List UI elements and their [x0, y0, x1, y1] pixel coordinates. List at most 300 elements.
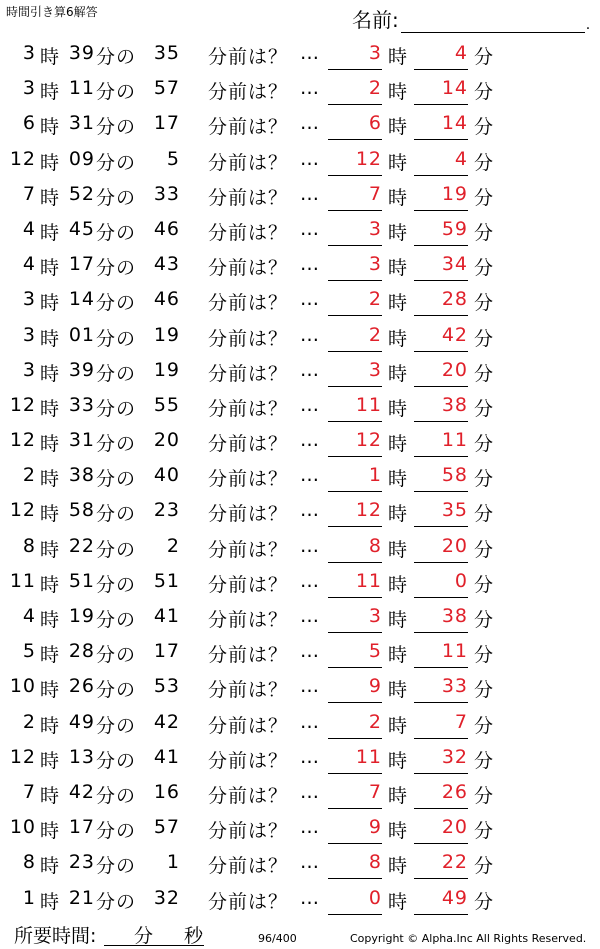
ellipsis: … [300, 605, 320, 627]
answer-hour-unit: 時 [388, 679, 409, 702]
answer-hour: 2 [368, 710, 382, 733]
answer-minute-unit: 分 [474, 749, 495, 772]
answer-hour-unit: 時 [388, 186, 409, 209]
problem-row [0, 494, 600, 529]
answer-hour-blank[interactable] [328, 773, 382, 774]
ellipsis: … [300, 217, 320, 240]
hour-unit: 時 [40, 609, 61, 631]
ellipsis: … [300, 147, 320, 170]
answer-hour-unit: 時 [388, 116, 409, 139]
answer-minute-unit: 分 [474, 221, 495, 244]
problem-row [0, 706, 600, 741]
ellipsis: … [300, 393, 320, 416]
answer-minute-unit: 分 [474, 186, 495, 209]
answer-minute-blank[interactable] [414, 386, 468, 387]
name-blank-line[interactable] [401, 12, 585, 33]
minutes-before-question: 分前は？ [208, 573, 289, 596]
answer-minute: 38 [441, 393, 468, 416]
ellipsis: … [300, 534, 320, 557]
minutes-before-question: 分前は？ [208, 186, 289, 209]
answer-minute-blank[interactable] [414, 843, 468, 844]
answer-hour-blank[interactable] [328, 456, 382, 457]
start-hour: 2 [22, 464, 36, 487]
answer-hour-blank[interactable] [328, 526, 382, 527]
problem-row [0, 635, 600, 670]
worksheet-title: 時間引き算6解答 [6, 5, 98, 19]
minutes-before: 46 [153, 288, 180, 311]
answer-hour-unit: 時 [388, 784, 409, 807]
minutes-before: 19 [153, 323, 180, 346]
start-hour: 11 [9, 569, 36, 592]
answer-hour-blank[interactable] [328, 139, 382, 140]
answer-hour: 2 [368, 77, 382, 100]
answer-hour-unit: 時 [388, 890, 409, 913]
answer-minute-blank[interactable] [414, 175, 468, 176]
minute-of-label: 分の [96, 468, 137, 491]
answer-minute-unit: 分 [474, 644, 495, 667]
answer-hour-unit: 時 [388, 609, 409, 631]
minutes-before: 41 [153, 605, 180, 627]
page-number: 96/400 [258, 932, 297, 945]
answer-minute-unit: 分 [474, 257, 495, 280]
start-hour: 7 [22, 182, 36, 205]
minutes-before-question: 分前は？ [208, 116, 289, 139]
answer-minute-unit: 分 [474, 573, 495, 596]
answer-minute-blank[interactable] [414, 878, 468, 879]
answer-minute: 28 [441, 288, 468, 311]
answer-minute: 32 [441, 745, 468, 768]
ellipsis: … [300, 42, 320, 64]
minutes-before: 17 [153, 640, 180, 663]
minutes-before: 32 [153, 886, 180, 909]
start-minute: 38 [68, 464, 95, 487]
answer-minute-blank[interactable] [414, 702, 468, 703]
problem-row [0, 424, 600, 459]
ellipsis: … [300, 816, 320, 839]
time-taken-field[interactable] [104, 921, 204, 946]
answer-hour-unit: 時 [388, 855, 409, 878]
answer-minute: 20 [441, 534, 468, 557]
minutes-before: 33 [153, 182, 180, 205]
start-hour: 10 [9, 816, 36, 839]
answer-hour-blank[interactable] [328, 245, 382, 246]
problem-row [0, 600, 600, 635]
answer-minute: 33 [441, 675, 468, 698]
minutes-before-question: 分前は？ [208, 292, 289, 315]
minutes-before-question: 分前は？ [208, 820, 289, 843]
ellipsis: … [300, 112, 320, 135]
start-minute: 19 [68, 605, 95, 627]
start-hour: 8 [22, 534, 36, 557]
minute-of-label: 分の [96, 784, 137, 807]
answer-minute: 11 [441, 640, 468, 663]
answer-hour-blank[interactable] [328, 702, 382, 703]
minute-of-label: 分の [96, 820, 137, 843]
minutes-before: 35 [153, 42, 180, 64]
ellipsis: … [300, 464, 320, 487]
minutes-before-question: 分前は？ [208, 433, 289, 456]
answer-minute-unit: 分 [474, 538, 495, 561]
start-minute: 23 [68, 851, 95, 874]
start-minute: 52 [68, 182, 95, 205]
start-hour: 6 [22, 112, 36, 135]
answer-minute-blank[interactable] [414, 632, 468, 633]
minute-of-label: 分の [96, 609, 137, 631]
minute-of-label: 分の [96, 538, 137, 561]
answer-hour: 7 [368, 780, 382, 803]
start-minute: 21 [68, 886, 95, 909]
hour-unit: 時 [40, 644, 61, 667]
problem-list [0, 37, 600, 917]
minute-of-label: 分の [96, 890, 137, 913]
minutes-before: 46 [153, 217, 180, 240]
answer-minute-unit: 分 [474, 468, 495, 491]
answer-minute-blank[interactable] [414, 562, 468, 563]
ellipsis: … [300, 640, 320, 663]
minute-of-label: 分の [96, 749, 137, 772]
ellipsis: … [300, 569, 320, 592]
minute-of-label: 分の [96, 855, 137, 878]
problem-row [0, 283, 600, 318]
answer-minute-unit: 分 [474, 890, 495, 913]
start-hour: 8 [22, 851, 36, 874]
problem-row [0, 319, 600, 354]
answer-minute-blank[interactable] [414, 773, 468, 774]
answer-minute: 4 [454, 147, 468, 170]
ellipsis: … [300, 323, 320, 346]
minutes-before-question: 分前は？ [208, 81, 289, 104]
minutes-before: 20 [153, 429, 180, 452]
answer-hour: 5 [368, 640, 382, 663]
answer-hour-blank[interactable] [328, 315, 382, 316]
minutes-before: 57 [153, 816, 180, 839]
answer-hour: 12 [355, 499, 382, 522]
problem-row [0, 107, 600, 142]
start-hour: 4 [22, 217, 36, 240]
problem-row [0, 741, 600, 776]
answer-minute-blank[interactable] [414, 315, 468, 316]
answer-hour-blank[interactable] [328, 280, 382, 281]
answer-hour-blank[interactable] [328, 562, 382, 563]
hour-unit: 時 [40, 327, 61, 350]
answer-minute: 26 [441, 780, 468, 803]
start-minute: 45 [68, 217, 95, 240]
answer-minute: 14 [441, 112, 468, 135]
minutes-before: 17 [153, 112, 180, 135]
start-hour: 12 [9, 499, 36, 522]
minute-of-label: 分の [96, 81, 137, 104]
minute-of-label: 分の [96, 397, 137, 420]
answer-hour-blank[interactable] [328, 351, 382, 352]
answer-hour: 2 [368, 323, 382, 346]
minutes-before: 53 [153, 675, 180, 698]
answer-minute-blank[interactable] [414, 914, 468, 915]
answer-hour: 3 [368, 358, 382, 381]
answer-minute-blank[interactable] [414, 280, 468, 281]
problem-row [0, 72, 600, 107]
minute-of-label: 分の [96, 186, 137, 209]
problem-row [0, 882, 600, 917]
start-minute: 13 [68, 745, 95, 768]
answer-hour-blank[interactable] [328, 386, 382, 387]
start-minute: 42 [68, 780, 95, 803]
minutes-before: 57 [153, 77, 180, 100]
answer-hour: 3 [368, 217, 382, 240]
answer-minute-blank[interactable] [414, 808, 468, 809]
minutes-before: 51 [153, 569, 180, 592]
answer-hour: 12 [355, 147, 382, 170]
ellipsis: … [300, 77, 320, 100]
name-field [352, 4, 590, 33]
answer-hour: 6 [368, 112, 382, 135]
answer-hour-blank[interactable] [328, 632, 382, 633]
minutes-before: 5 [166, 147, 180, 170]
answer-minute-blank[interactable] [414, 245, 468, 246]
problem-row [0, 776, 600, 811]
minute-of-label: 分の [96, 433, 137, 456]
answer-minute: 7 [454, 710, 468, 733]
minutes-before-question: 分前は？ [208, 46, 289, 68]
answer-hour-unit: 時 [388, 433, 409, 456]
copyright-notice: Copyright © Alpha.Inc All Rights Reserved. [350, 932, 587, 945]
problem-row [0, 565, 600, 600]
start-minute: 31 [68, 112, 95, 135]
minutes-before-question: 分前は？ [208, 257, 289, 280]
answer-hour: 7 [368, 182, 382, 205]
answer-minute-unit: 分 [474, 714, 495, 737]
answer-minute-blank[interactable] [414, 139, 468, 140]
answer-minute-unit: 分 [474, 116, 495, 139]
answer-minute: 20 [441, 358, 468, 381]
hour-unit: 時 [40, 186, 61, 209]
start-minute: 39 [68, 42, 95, 64]
ellipsis: … [300, 288, 320, 311]
answer-minute-blank[interactable] [414, 738, 468, 739]
answer-minute-unit: 分 [474, 820, 495, 843]
minutes-before-question: 分前は？ [208, 890, 289, 913]
minutes-before: 19 [153, 358, 180, 381]
time-minutes-unit: 分 [134, 925, 154, 947]
start-hour: 10 [9, 675, 36, 698]
answer-hour-blank[interactable] [328, 667, 382, 668]
hour-unit: 時 [40, 46, 61, 68]
minute-of-label: 分の [96, 573, 137, 596]
answer-minute-unit: 分 [474, 433, 495, 456]
answer-hour: 3 [368, 253, 382, 276]
answer-minute-unit: 分 [474, 609, 495, 631]
answer-hour-unit: 時 [388, 644, 409, 667]
answer-hour-unit: 時 [388, 257, 409, 280]
minutes-before-question: 分前は？ [208, 714, 289, 737]
answer-minute-blank[interactable] [414, 491, 468, 492]
ellipsis: … [300, 499, 320, 522]
answer-hour: 3 [368, 605, 382, 627]
answer-minute: 58 [441, 464, 468, 487]
minute-of-label: 分の [96, 151, 137, 174]
answer-minute: 42 [441, 323, 468, 346]
answer-hour: 8 [368, 534, 382, 557]
hour-unit: 時 [40, 679, 61, 702]
answer-hour-blank[interactable] [328, 878, 382, 879]
minutes-before: 41 [153, 745, 180, 768]
answer-minute-blank[interactable] [414, 526, 468, 527]
minutes-before-question: 分前は？ [208, 503, 289, 526]
answer-minute-unit: 分 [474, 151, 495, 174]
minute-of-label: 分の [96, 116, 137, 139]
problem-row [0, 248, 600, 283]
hour-unit: 時 [40, 151, 61, 174]
hour-unit: 時 [40, 433, 61, 456]
minutes-before-question: 分前は？ [208, 327, 289, 350]
minutes-before-question: 分前は？ [208, 855, 289, 878]
answer-minute-unit: 分 [474, 855, 495, 878]
start-minute: 17 [68, 816, 95, 839]
time-taken-label: 所要時間: [14, 925, 97, 947]
answer-hour-blank[interactable] [328, 175, 382, 176]
hour-unit: 時 [40, 714, 61, 737]
start-hour: 1 [22, 886, 36, 909]
start-minute: 51 [68, 569, 95, 592]
answer-hour-blank[interactable] [328, 210, 382, 211]
answer-hour-unit: 時 [388, 538, 409, 561]
start-minute: 39 [68, 358, 95, 381]
minutes-before-question: 分前は？ [208, 468, 289, 491]
name-label: 名前: [352, 8, 399, 32]
answer-minute-blank[interactable] [414, 69, 468, 70]
answer-minute: 4 [454, 42, 468, 64]
hour-unit: 時 [40, 362, 61, 385]
start-minute: 17 [68, 253, 95, 276]
minute-of-label: 分の [96, 46, 137, 68]
ellipsis: … [300, 253, 320, 276]
problem-row [0, 670, 600, 705]
ellipsis: … [300, 851, 320, 874]
minutes-before: 1 [166, 851, 180, 874]
minutes-before: 40 [153, 464, 180, 487]
minutes-before: 42 [153, 710, 180, 733]
minutes-before-question: 分前は？ [208, 221, 289, 244]
answer-hour: 2 [368, 288, 382, 311]
hour-unit: 時 [40, 784, 61, 807]
answer-minute-unit: 分 [474, 397, 495, 420]
answer-hour: 8 [368, 851, 382, 874]
answer-minute-blank[interactable] [414, 456, 468, 457]
answer-hour-blank[interactable] [328, 914, 382, 915]
answer-minute: 34 [441, 253, 468, 276]
minute-of-label: 分の [96, 644, 137, 667]
answer-hour-unit: 時 [388, 714, 409, 737]
answer-hour: 12 [355, 429, 382, 452]
answer-minute-blank[interactable] [414, 421, 468, 422]
answer-hour: 0 [368, 886, 382, 909]
minutes-before-question: 分前は？ [208, 362, 289, 385]
minutes-before-question: 分前は？ [208, 749, 289, 772]
answer-hour: 3 [368, 42, 382, 64]
name-end-dot: . [585, 17, 591, 33]
ellipsis: … [300, 675, 320, 698]
hour-unit: 時 [40, 820, 61, 843]
start-minute: 14 [68, 288, 95, 311]
answer-minute-blank[interactable] [414, 667, 468, 668]
minute-of-label: 分の [96, 679, 137, 702]
answer-hour-blank[interactable] [328, 597, 382, 598]
start-minute: 33 [68, 393, 95, 416]
minutes-before: 2 [166, 534, 180, 557]
start-hour: 3 [22, 288, 36, 311]
answer-minute-blank[interactable] [414, 104, 468, 105]
ellipsis: … [300, 780, 320, 803]
answer-hour-unit: 時 [388, 573, 409, 596]
answer-minute-unit: 分 [474, 81, 495, 104]
start-minute: 11 [68, 77, 95, 100]
answer-hour-blank[interactable] [328, 843, 382, 844]
minutes-before: 23 [153, 499, 180, 522]
answer-minute-unit: 分 [474, 362, 495, 385]
answer-minute-unit: 分 [474, 679, 495, 702]
problem-row [0, 143, 600, 178]
hour-unit: 時 [40, 397, 61, 420]
start-minute: 28 [68, 640, 95, 663]
answer-hour-blank[interactable] [328, 738, 382, 739]
hour-unit: 時 [40, 116, 61, 139]
answer-hour-unit: 時 [388, 292, 409, 315]
problem-row [0, 354, 600, 389]
answer-hour: 1 [368, 464, 382, 487]
minute-of-label: 分の [96, 503, 137, 526]
start-hour: 12 [9, 429, 36, 452]
answer-hour: 11 [355, 393, 382, 416]
minutes-before: 55 [153, 393, 180, 416]
problem-row [0, 178, 600, 213]
minutes-before-question: 分前は？ [208, 679, 289, 702]
minute-of-label: 分の [96, 714, 137, 737]
answer-hour-blank[interactable] [328, 69, 382, 70]
answer-hour-blank[interactable] [328, 421, 382, 422]
start-minute: 49 [68, 710, 95, 733]
answer-minute: 0 [454, 569, 468, 592]
ellipsis: … [300, 886, 320, 909]
start-hour: 4 [22, 605, 36, 627]
hour-unit: 時 [40, 503, 61, 526]
answer-hour-blank[interactable] [328, 491, 382, 492]
start-minute: 26 [68, 675, 95, 698]
answer-minute: 19 [441, 182, 468, 205]
start-hour: 12 [9, 745, 36, 768]
answer-hour-unit: 時 [388, 362, 409, 385]
start-hour: 5 [22, 640, 36, 663]
answer-hour: 9 [368, 675, 382, 698]
answer-minute-blank[interactable] [414, 351, 468, 352]
answer-hour-blank[interactable] [328, 104, 382, 105]
time-seconds-unit: 秒 [184, 925, 204, 947]
answer-hour-unit: 時 [388, 46, 409, 68]
footer [0, 918, 600, 948]
answer-minute-unit: 分 [474, 46, 495, 68]
ellipsis: … [300, 358, 320, 381]
answer-minute-blank[interactable] [414, 210, 468, 211]
answer-hour-unit: 時 [388, 397, 409, 420]
answer-minute-blank[interactable] [414, 597, 468, 598]
answer-minute: 49 [441, 886, 468, 909]
ellipsis: … [300, 745, 320, 768]
minutes-before-question: 分前は？ [208, 151, 289, 174]
answer-hour: 11 [355, 569, 382, 592]
answer-hour-blank[interactable] [328, 808, 382, 809]
answer-hour-unit: 時 [388, 820, 409, 843]
hour-unit: 時 [40, 855, 61, 878]
hour-unit: 時 [40, 468, 61, 491]
start-minute: 58 [68, 499, 95, 522]
